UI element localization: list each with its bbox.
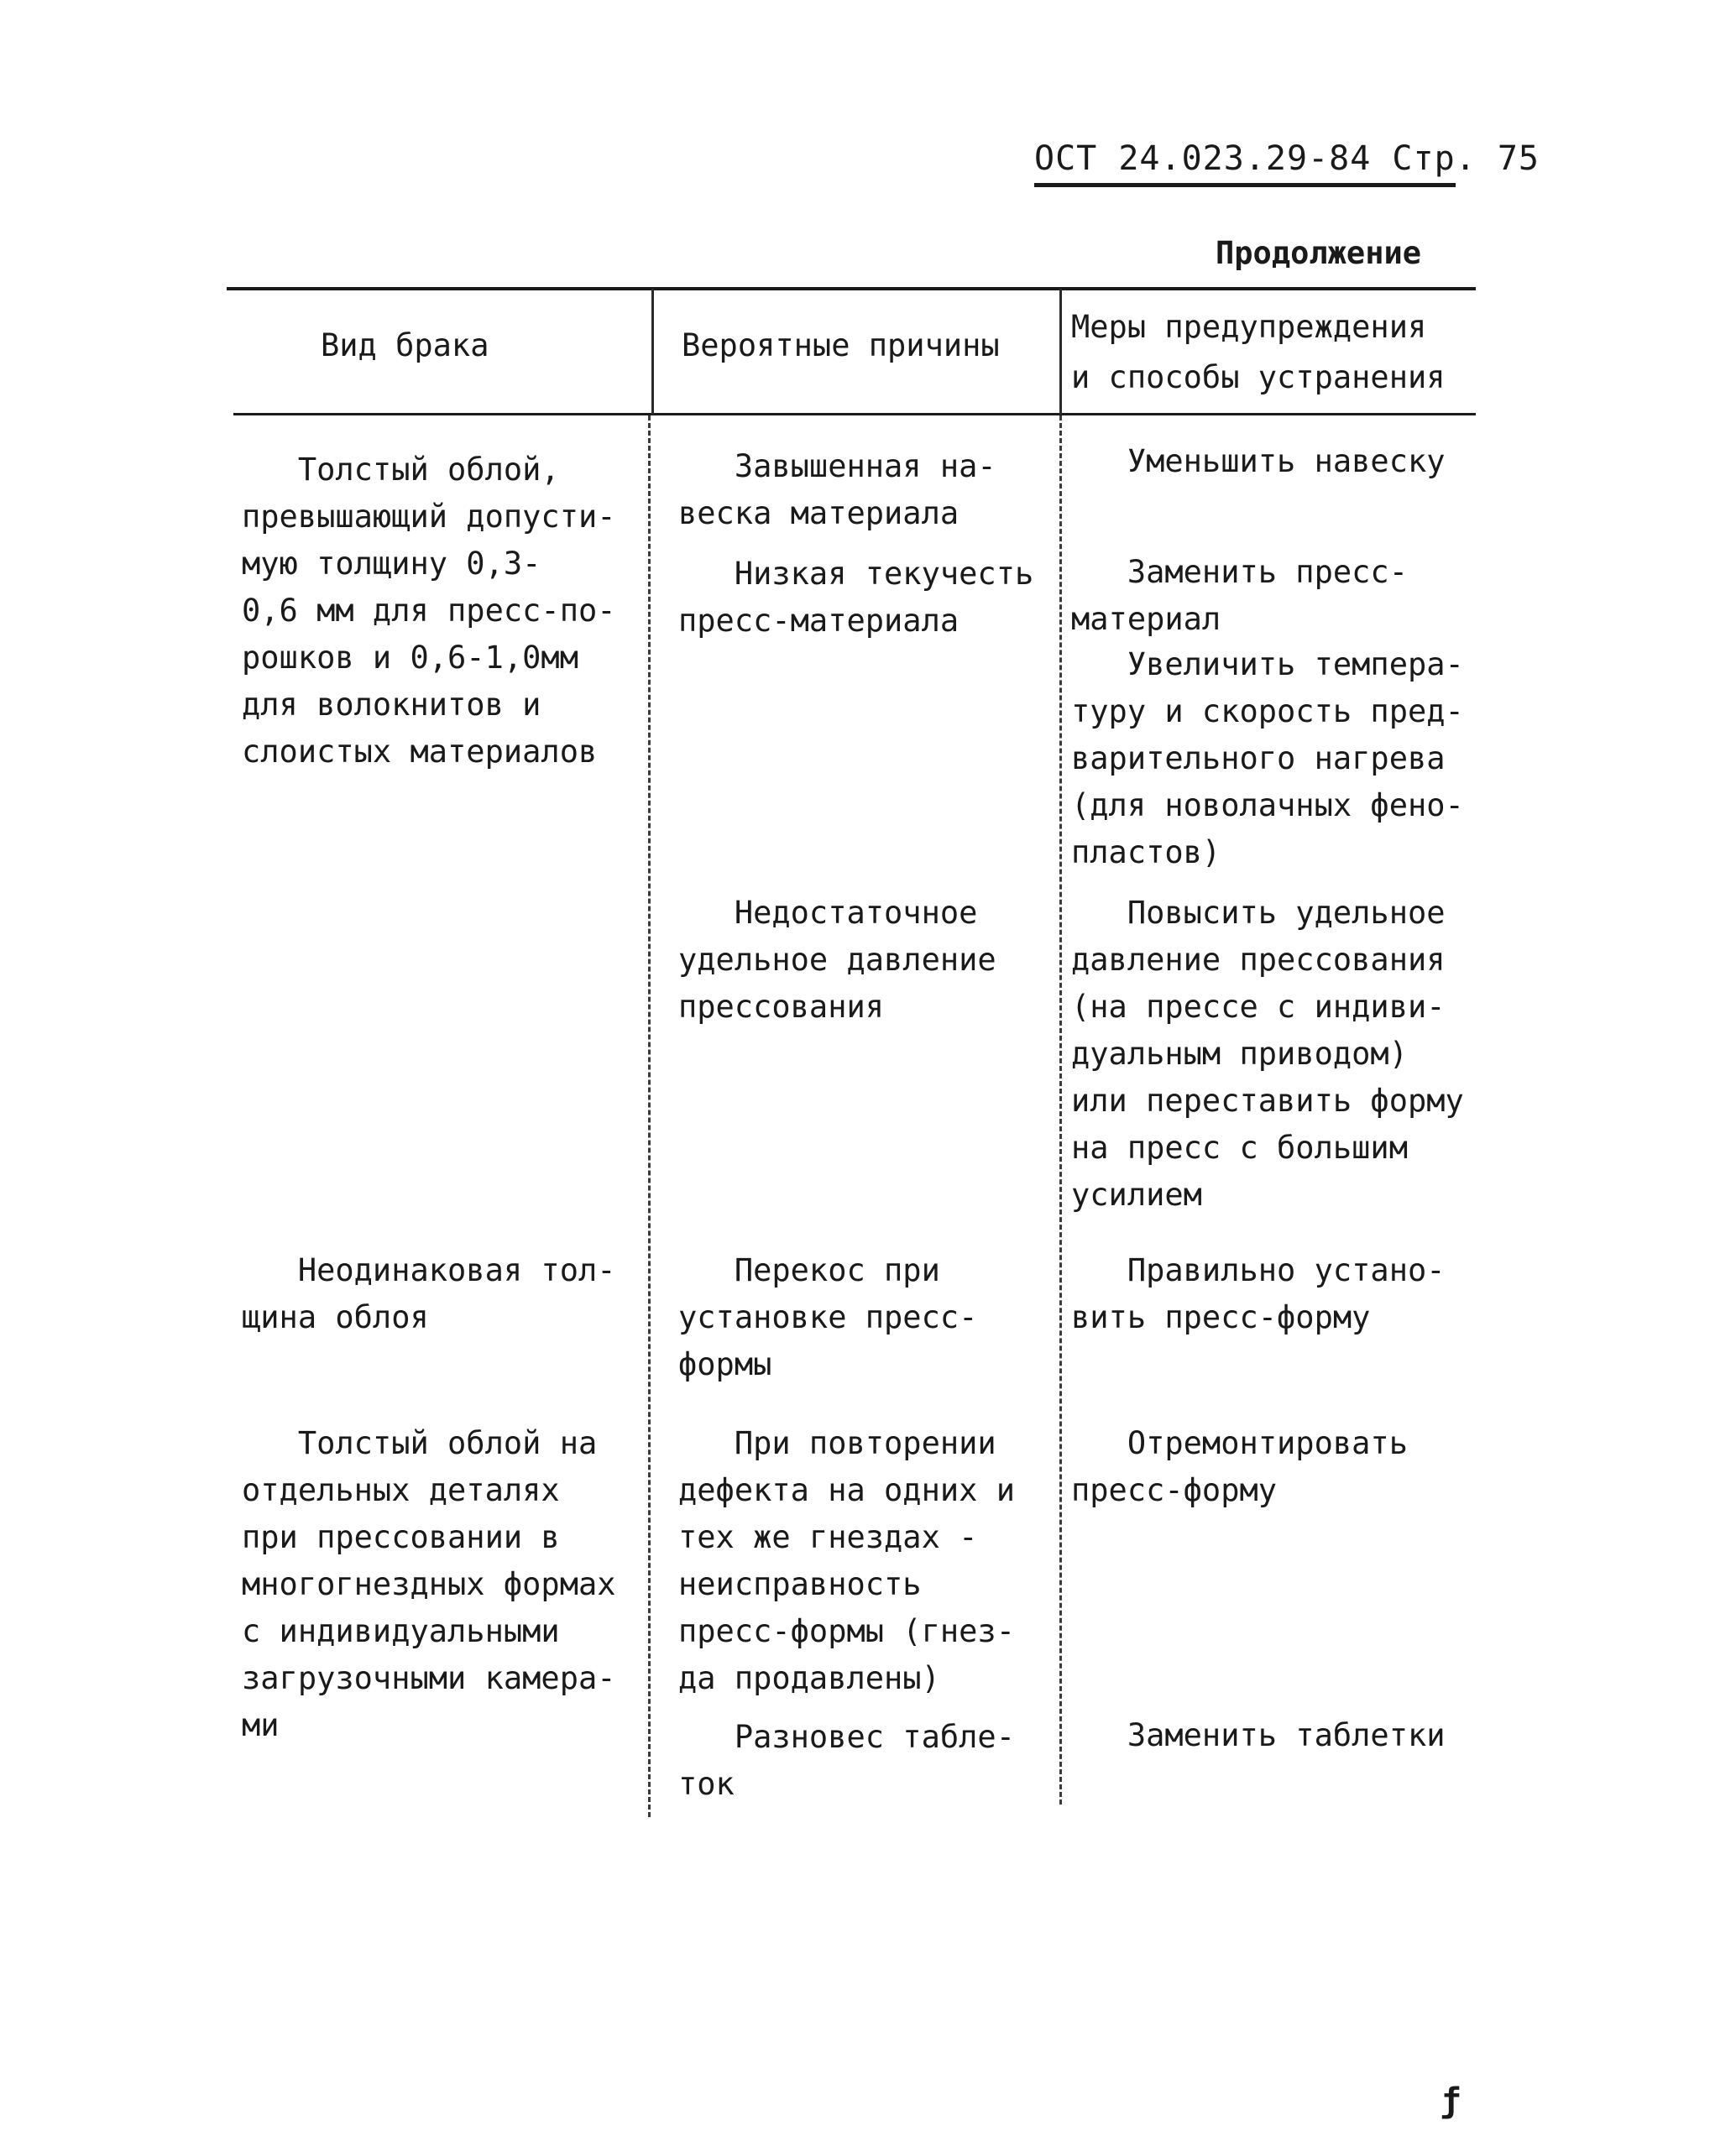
table-row-3-cause-1: При повторении дефекта на одних и тех же гнездах - неисправность пресс-формы (гнез- да продавлены)	[678, 1425, 1015, 1696]
table-row-2-fix-1: Правильно устано- вить пресс-форму	[1071, 1252, 1446, 1335]
table-row-1-cause-2: Низкая текучесть пресс-материала	[678, 556, 1034, 639]
table-row-1-defect: Толстый облой, превышающий допусти- мую толщину 0,3- 0,6 мм для пресс-по- рошков и 0,6-1,0мм для волокнитов и слоистых материалов	[242, 452, 616, 770]
column-divider-1	[648, 415, 651, 1817]
table-row-1-fix-2: Заменить пресс- материал	[1071, 554, 1408, 637]
table-row-1-cause-1: Завышенная на- веска материала	[678, 448, 996, 531]
table-row-1-fix-4: Повысить удельное давление прессования (на прессе с индиви- дуальным приводом) или переставить форму на пресс с большим усилием	[1071, 895, 1464, 1213]
table-row-2-defect: Неодинаковая тол- щина облоя	[242, 1252, 616, 1335]
column-header-defect: Вид брака	[321, 327, 489, 363]
header-underline	[1034, 183, 1456, 187]
column-divider-2-head	[1059, 289, 1062, 415]
table-row-3-fix-2: Заменить таблетки	[1071, 1717, 1446, 1753]
continuation-label: Продолжение	[1216, 235, 1422, 271]
table-header-rule	[233, 413, 1476, 415]
table-row-3-fix-1: Отремонтировать пресс-форму	[1071, 1425, 1408, 1508]
table-row-2-cause-1: Перекос при установке пресс- формы	[678, 1252, 978, 1382]
page-number: 75	[1497, 139, 1540, 178]
table-row-1-fix-3: Увеличить темпера- туру и скорость пред- варительного нагрева (для новолачных фено- пластов)	[1071, 646, 1464, 870]
column-header-measures: Меры предупреждения и способы устранения	[1071, 309, 1446, 395]
doc-code: ОСТ 24.023.29-84	[1034, 139, 1372, 178]
table-row-3-defect: Толстый облой на отдельных деталях при прессовании в многогнездных формах с индивидуальными загрузочными камера- ми	[242, 1425, 616, 1743]
document-header	[1034, 139, 1540, 178]
column-divider-1-head	[651, 289, 654, 415]
corner-mark: ƒ	[1441, 2081, 1461, 2120]
column-header-causes: Вероятные причины	[682, 327, 1000, 363]
table-top-rule	[227, 287, 1476, 290]
table-row-1-cause-3: Недостаточное удельное давление прессования	[678, 895, 996, 1025]
table-row-1-fix-1: Уменьшить навеску	[1071, 443, 1446, 479]
column-divider-2	[1059, 415, 1062, 1805]
table-row-3-cause-2: Разновес таблe- ток	[678, 1719, 1015, 1802]
page-label: Стр.	[1392, 139, 1477, 178]
